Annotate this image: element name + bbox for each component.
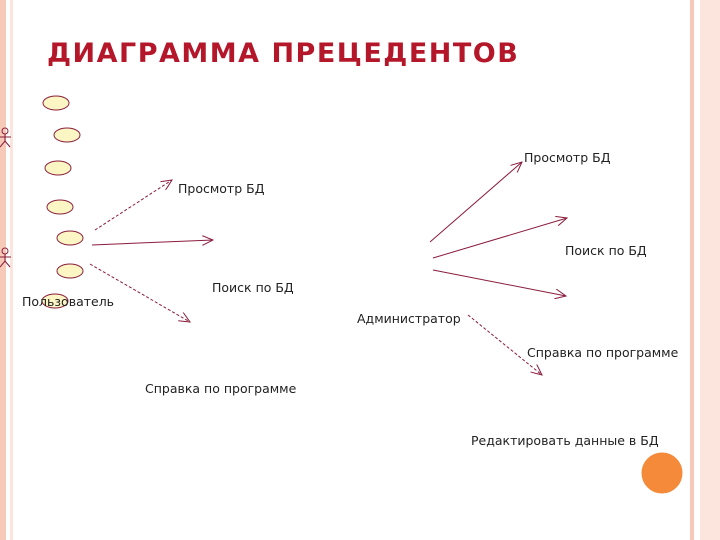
- use-case-ellipse: [47, 200, 73, 214]
- use-case-ellipse: [57, 264, 83, 278]
- actor-icon: [0, 128, 11, 147]
- admin-arrow-search: [433, 218, 567, 258]
- admin-use-case-help: Справка по программе: [527, 345, 679, 360]
- use-case-ellipse: [43, 96, 69, 110]
- user-arrow-help: [90, 264, 190, 322]
- admin-arrow-help: [433, 270, 566, 296]
- user-actor-label: Пользователь: [22, 294, 115, 309]
- admin-use-case-edit: Редактировать данные в БД: [471, 433, 659, 448]
- admin-use-case-view: Просмотр БД: [524, 150, 611, 165]
- user-use-case-view: Просмотр БД: [178, 181, 265, 196]
- admin-use-case-search: Поиск по БД: [565, 243, 647, 258]
- user-arrow-view: [95, 180, 172, 230]
- user-use-case-help: Справка по программе: [145, 381, 297, 396]
- admin-actor-label: Администратор: [357, 311, 461, 326]
- use-case-ellipse: [45, 161, 71, 175]
- slide-title: ДИАГРАММА ПРЕЦЕДЕНТОВ: [47, 38, 520, 69]
- use-case-ellipse: [54, 128, 80, 142]
- use-case-ellipse: [57, 231, 83, 245]
- user-arrow-search: [92, 240, 213, 245]
- actor-icon: [0, 248, 11, 267]
- admin-arrow-view: [430, 162, 522, 242]
- accent-circle: [640, 451, 684, 495]
- user-use-case-search: Поиск по БД: [212, 280, 294, 295]
